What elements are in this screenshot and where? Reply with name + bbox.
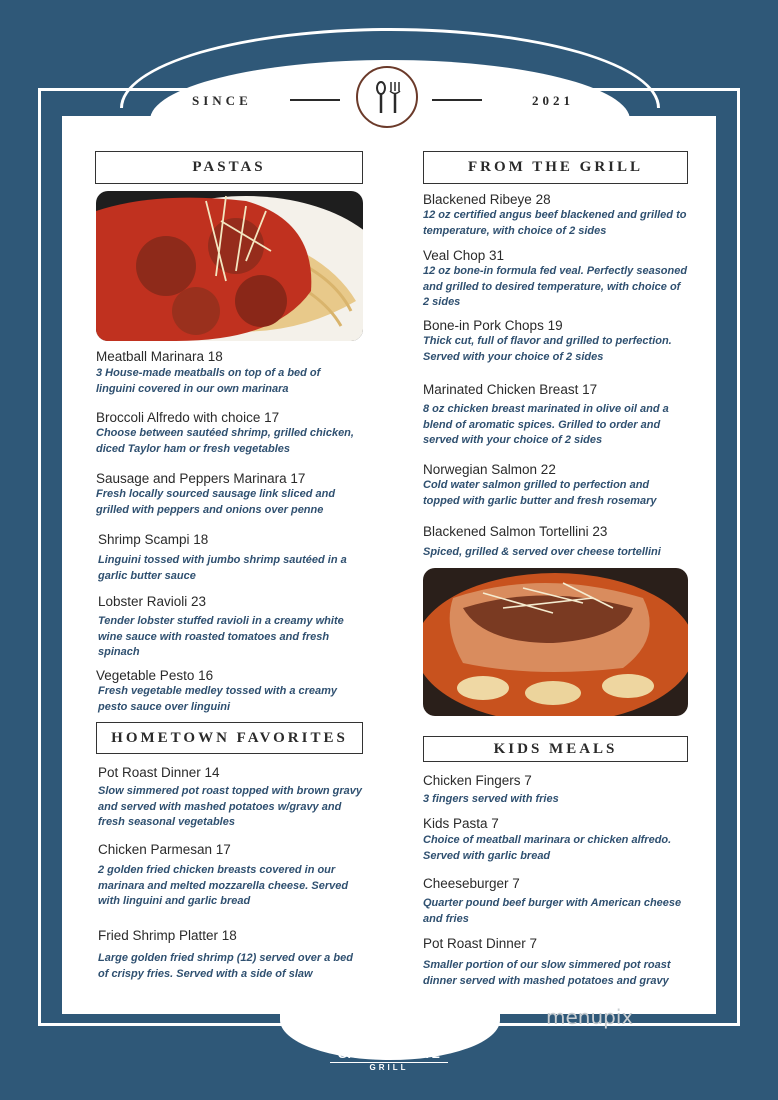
grill-item-desc: 8 oz chicken breast marinated in olive oil and a blend of aromatic spices. Grilled to order and served with your choice of 2 sides xyxy=(423,403,669,446)
spaghetti-meatballs-photo xyxy=(96,191,363,341)
utensils-logo xyxy=(356,66,418,128)
grill-item-desc: Cold water salmon grilled to perfection and topped with garlic butter and fresh rosemary xyxy=(423,479,657,507)
pasta-item-desc: Linguini tossed with jumbo shrimp sautéed in a garlic butter sauce xyxy=(98,554,347,582)
kids-item-title: Chicken Fingers 7 xyxy=(423,773,532,788)
hometown-item-title: Chicken Parmesan 17 xyxy=(98,842,231,857)
grill-header: FROM THE GRILL xyxy=(423,151,688,184)
since-label: SINCE xyxy=(192,93,252,108)
pasta-item-title: Meatball Marinara 18 xyxy=(96,349,223,364)
grill-item-title: Bone-in Pork Chops 19 xyxy=(423,318,563,333)
grill-item-title: Norwegian Salmon 22 xyxy=(423,462,556,477)
hometown-item-desc: Large golden fried shrimp (12) served over a bed of crispy fries. Served with a side of slaw xyxy=(98,952,353,980)
header-rule-right xyxy=(432,99,482,101)
kids-header: KIDS MEALS xyxy=(423,736,688,762)
kids-item-desc: 3 fingers served with fries xyxy=(423,793,559,805)
hometown-item-title: Fried Shrimp Platter 18 xyxy=(98,928,237,943)
grill-item-desc: 12 oz bone-in formula fed veal. Perfectly seasoned and grilled to desired temperature, with choice of 2 sides xyxy=(423,265,688,308)
kids-item-title: Cheeseburger 7 xyxy=(423,876,520,891)
pasta-item-desc: Fresh vegetable medley tossed with a creamy pesto sauce over linguini xyxy=(98,685,338,713)
pasta-item-desc: Choose between sautéed shrimp, grilled chicken, diced Taylor ham or fresh vegetables xyxy=(96,427,354,455)
logo-the: THE xyxy=(379,1036,399,1045)
pasta-item-desc: Tender lobster stuffed ravioli in a creamy white wine sauce with roasted tomatoes and fresh spinach xyxy=(98,615,344,658)
grill-item-title: Blackened Salmon Tortellini 23 xyxy=(423,524,608,539)
hometown-item-desc: 2 golden fried chicken breasts covered in our marinara and melted mozzarella cheese. Served with linguini and garlic bread xyxy=(98,864,349,907)
pasta-item-title: Shrimp Scampi 18 xyxy=(98,532,209,547)
grill-item-desc: 12 oz certified angus beef blackened and grilled to temperature, with choice of 2 sides xyxy=(423,209,687,237)
logo-grill: GRILL xyxy=(369,1063,409,1072)
pasta-item-title: Vegetable Pesto 16 xyxy=(96,668,214,683)
kids-item-title: Pot Roast Dinner 7 xyxy=(423,936,538,951)
logo-name: GARDEN STATE xyxy=(330,1045,448,1063)
grill-item-title: Veal Chop 31 xyxy=(423,248,505,263)
kids-item-desc: Smaller portion of our slow simmered pot roast dinner served with mashed potatoes and gravy xyxy=(423,959,671,987)
pasta-item-desc: 3 House-made meatballs on top of a bed of linguini covered in our own marinara xyxy=(96,367,321,395)
menupix-watermark: menupix xyxy=(546,1005,634,1029)
pasta-item-title: Sausage and Peppers Marinara 17 xyxy=(96,471,306,486)
year-label: 2021 xyxy=(532,93,574,108)
kids-item-title: Kids Pasta 7 xyxy=(423,816,499,831)
pastas-header: PASTAS xyxy=(95,151,363,184)
pasta-item-desc: Fresh locally sourced sausage link sliced and grilled with peppers and onions over penne xyxy=(96,488,336,516)
garden-state-grill-logo xyxy=(330,1036,448,1076)
pasta-item-title: Broccoli Alfredo with choice 17 xyxy=(96,410,280,425)
salmon-tortellini-photo xyxy=(423,568,688,716)
pasta-item-title: Lobster Ravioli 23 xyxy=(98,594,207,609)
hometown-header: HOMETOWN FAVORITES xyxy=(96,722,363,754)
grill-item-title: Blackened Ribeye 28 xyxy=(423,192,551,207)
kids-item-desc: Quarter pound beef burger with American cheese and fries xyxy=(423,897,682,925)
fork-spoon-icon xyxy=(372,81,404,115)
hometown-item-title: Pot Roast Dinner 14 xyxy=(98,765,220,780)
hometown-item-desc: Slow simmered pot roast topped with brown gravy and served with mashed potatoes w/gravy and fresh seasonal vegetables xyxy=(98,785,363,828)
kids-item-desc: Choice of meatball marinara or chicken alfredo. Served with garlic bread xyxy=(423,834,672,862)
grill-item-desc: Spiced, grilled & served over cheese tortellini xyxy=(423,546,661,558)
grill-item-desc: Thick cut, full of flavor and grilled to perfection. Served with your choice of 2 sides xyxy=(423,335,672,363)
header-rule-left xyxy=(290,99,340,101)
grill-item-title: Marinated Chicken Breast 17 xyxy=(423,382,598,397)
